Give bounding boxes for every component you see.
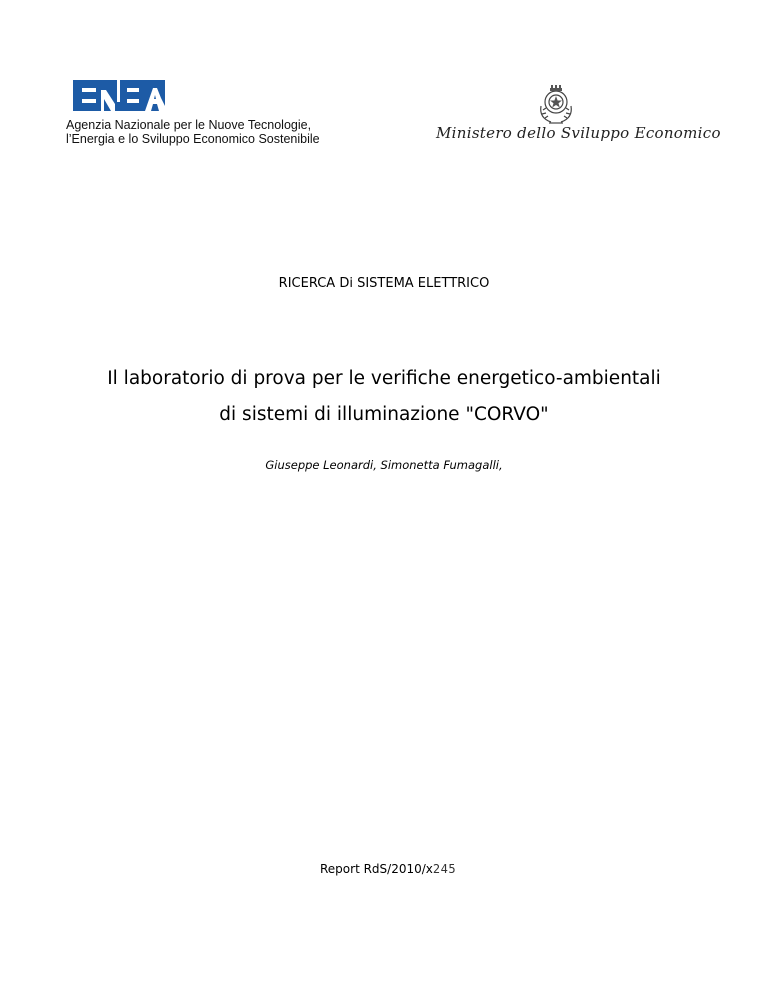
authors: Giuseppe Leonardi, Simonetta Fumagalli, bbox=[265, 458, 503, 472]
enea-tagline-line-2: l’Energia e lo Sviluppo Economico Sostenibile bbox=[66, 132, 320, 146]
enea-tagline-line-1: Agenzia Nazionale per le Nuove Tecnologie, bbox=[66, 118, 312, 132]
program-title: RICERCA Di SISTEMA ELETTRICO bbox=[278, 276, 490, 291]
enea-logo bbox=[73, 80, 165, 111]
document-title-line-1: Il laboratorio di prova per le verifiche energetico-ambientali bbox=[107, 368, 661, 389]
ministry-name: Ministero dello Sviluppo Economico bbox=[436, 124, 721, 142]
document-title bbox=[0, 361, 768, 433]
document-title-line-2: di sistemi di illuminazione "CORVO" bbox=[219, 404, 549, 425]
report-number: 245 bbox=[432, 862, 457, 876]
report-prefix: Report RdS/2010/x bbox=[320, 862, 433, 876]
enea-tagline bbox=[66, 118, 320, 146]
report-id bbox=[320, 862, 456, 876]
italian-republic-emblem-icon bbox=[537, 84, 575, 126]
